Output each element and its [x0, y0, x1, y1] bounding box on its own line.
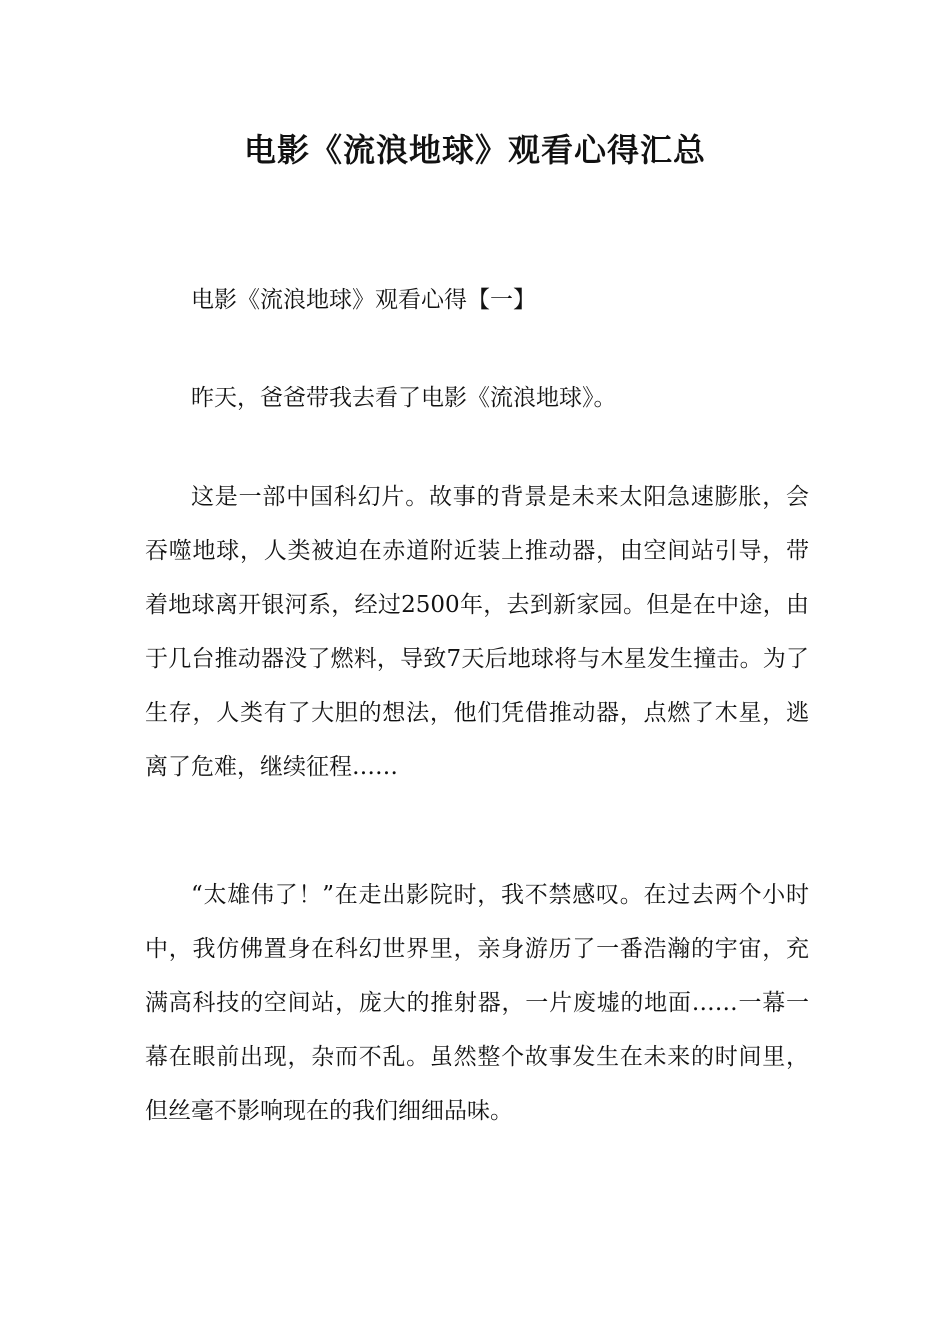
paragraph: 这是一部中国科幻片。故事的背景是未来太阳急速膨胀，会吞噬地球，人类被迫在赤道附近装上推动器，由空间站引导，带着地球离开银河系，经过2500年，去到新家园。但是在中途，由于几台推动器没了燃料，导致7天后地球将与木星发生撞击。为了生存，人类有了大胆的想法，他们凭借推动器，点燃了木星，逃离了危难，继续征程……	[145, 484, 809, 780]
section-heading: 电影《流浪地球》观看心得【一】	[191, 287, 536, 313]
document-title: 电影《流浪地球》观看心得汇总	[243, 131, 706, 169]
paragraph: 昨天，爸爸带我去看了电影《流浪地球》。	[191, 385, 617, 411]
paragraph: “太雄伟了！”在走出影院时，我不禁感叹。在过去两个小时中，我仿佛置身在科幻世界里，亲身游历了一番浩瀚的宇宙，充满高科技的空间站，庞大的推射器，一片废墟的地面……一幕一幕在眼前出现，杂而不乱。虽然整个故事发生在未来的时间里，但丝毫不影响现在的我们细细品味。	[145, 882, 809, 1124]
